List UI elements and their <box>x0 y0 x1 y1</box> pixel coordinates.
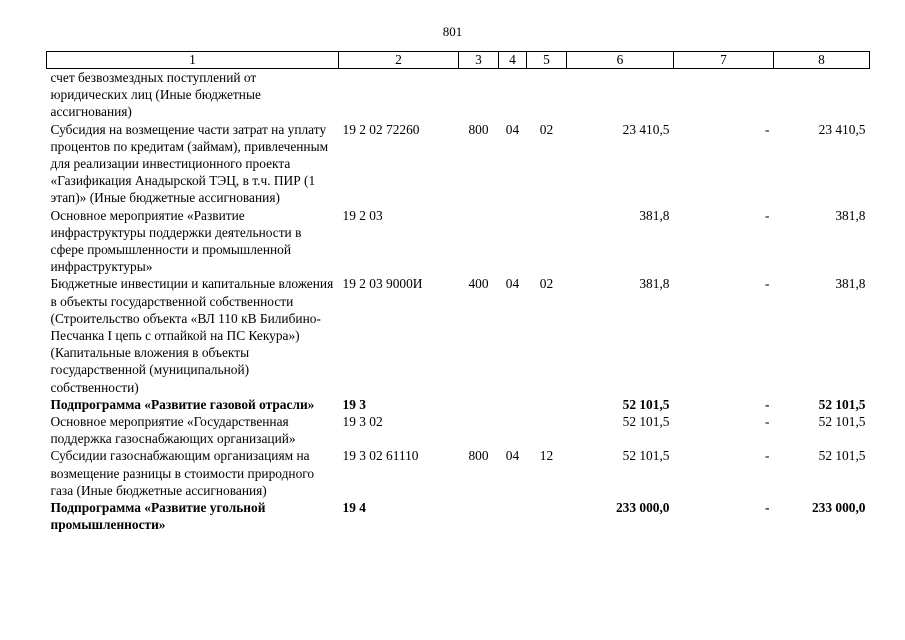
header-col-3: 3 <box>459 52 499 69</box>
row-name: Основное мероприятие «Государственная поддержка газоснабжающих организаций» <box>50 414 296 447</box>
row-total: 52 101,5 <box>818 396 866 412</box>
header-col-4: 4 <box>499 52 527 69</box>
row-amount: 52 101,5 <box>622 414 670 430</box>
row-name: Основное мероприятие «Развитие инфраструктуры поддержки деятельности в сфере промышленности и промышленной инфраструктуры» <box>50 207 302 275</box>
row-code: 19 3 <box>342 396 366 412</box>
budget-table <box>46 51 870 533</box>
table-row <box>47 69 870 121</box>
row-amount: 381,8 <box>639 207 670 223</box>
row-amount: 52 101,5 <box>622 396 670 412</box>
header-col-5: 5 <box>527 52 567 69</box>
row-expense-type <box>459 69 499 121</box>
row-expense-type <box>459 413 499 447</box>
row-change: - <box>765 448 770 464</box>
table-row <box>47 121 870 207</box>
row-section <box>499 413 527 447</box>
row-total: 52 101,5 <box>818 414 866 430</box>
row-subsection <box>527 413 567 447</box>
row-code: 19 2 03 <box>342 207 383 223</box>
row-amount: 23 410,5 <box>622 121 670 137</box>
row-code: 19 3 02 <box>342 414 383 430</box>
table-row <box>47 413 870 447</box>
row-code: 19 2 03 9000И <box>342 276 423 292</box>
row-section: 04 <box>505 448 520 464</box>
header-col-1: 1 <box>47 52 339 69</box>
table-row <box>47 396 870 413</box>
row-section <box>499 69 527 121</box>
row-total: 52 101,5 <box>818 448 866 464</box>
row-name: Субсидия на возмещение части затрат на уплату процентов по кредитам (займам), привлеченным для реализации инвестиционного проекта «Газификация Анадырской ТЭЦ, в т.ч. ПИР (1 этап)» (Иные бюджетные ассигнования) <box>50 121 329 206</box>
row-change: - <box>765 121 770 137</box>
row-code: 19 4 <box>342 500 366 516</box>
row-expense-type <box>459 207 499 276</box>
table-row <box>47 447 870 499</box>
row-total: 233 000,0 <box>811 500 866 516</box>
row-change: - <box>765 500 770 516</box>
table-row <box>47 275 870 395</box>
row-name: Субсидии газоснабжающим организациям на возмещение разницы в стоимости природного газа (Иные бюджетные ассигнования) <box>50 448 315 498</box>
row-change: - <box>765 207 770 223</box>
row-change: - <box>765 276 770 292</box>
row-name: Подпрограмма «Развитие угольной промышленности» <box>50 500 266 533</box>
row-code: 19 3 02 61110 <box>342 448 419 464</box>
row-section <box>499 499 527 533</box>
row-section <box>499 207 527 276</box>
row-change <box>674 69 774 121</box>
row-name: Бюджетные инвестиции и капитальные вложения в объекты государственной собственности (Строительство объекта «ВЛ 110 кВ Билибино-Песчанка I цепь с отпайкой на ПС Кекура») (Капитальные вложения в объекты государственной (муниципальной) собственности) <box>50 276 334 395</box>
row-amount: 381,8 <box>639 276 670 292</box>
row-expense-type: 400 <box>468 276 489 292</box>
row-expense-type: 800 <box>468 448 489 464</box>
row-expense-type <box>459 499 499 533</box>
row-code <box>339 69 459 121</box>
header-col-6: 6 <box>567 52 674 69</box>
row-amount <box>567 69 674 121</box>
row-expense-type <box>459 396 499 413</box>
header-col-7: 7 <box>674 52 774 69</box>
row-section <box>499 396 527 413</box>
row-total: 381,8 <box>835 207 866 223</box>
row-subsection: 02 <box>539 276 554 292</box>
row-subsection <box>527 207 567 276</box>
row-total: 23 410,5 <box>818 121 866 137</box>
row-section: 04 <box>505 276 520 292</box>
row-section: 04 <box>505 121 520 137</box>
header-row <box>47 52 870 69</box>
table-row <box>47 207 870 276</box>
row-amount: 52 101,5 <box>622 448 670 464</box>
row-change: - <box>765 414 770 430</box>
row-expense-type: 800 <box>468 121 489 137</box>
table-row <box>47 499 870 533</box>
row-subsection <box>527 396 567 413</box>
row-change: - <box>765 396 770 412</box>
row-name: Подпрограмма «Развитие газовой отрасли» <box>50 396 315 412</box>
row-amount: 233 000,0 <box>615 500 670 516</box>
row-name: счет безвозмездных поступлений от юридических лиц (Иные бюджетные ассигнования) <box>50 70 261 120</box>
row-subsection <box>527 69 567 121</box>
row-code: 19 2 02 72260 <box>342 121 420 137</box>
row-total: 381,8 <box>835 276 866 292</box>
row-subsection: 12 <box>539 448 554 464</box>
header-col-2: 2 <box>339 52 459 69</box>
row-subsection <box>527 499 567 533</box>
row-total <box>774 69 870 121</box>
page-number: 801 <box>442 24 463 39</box>
row-subsection: 02 <box>539 121 554 137</box>
header-col-8: 8 <box>774 52 870 69</box>
